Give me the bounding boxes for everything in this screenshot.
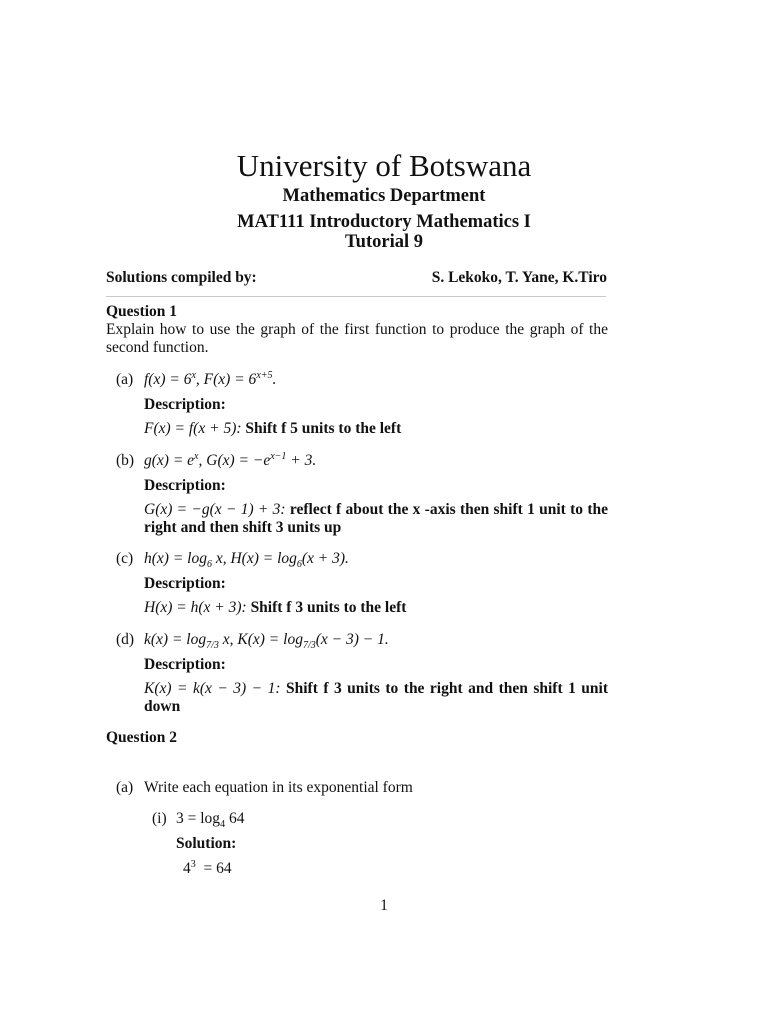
question-1-prompt: Explain how to use the graph of the first function to produce the graph of the second function. (106, 321, 608, 356)
item-c-functions: $h(x) = \log_6 x$, $H(x) = \log_6(x + 3)$. (144, 550, 349, 571)
item-a-description: F(x) = f(x + 5): Shift f 5 units to the left (144, 420, 402, 437)
q2-sub-i-equation: $3 = \log_4 64$ (176, 810, 245, 831)
tutorial-name: Tutorial 9 (345, 232, 423, 252)
header-divider (106, 296, 606, 297)
compiled-by-label: Solutions compiled by: (106, 269, 257, 286)
question-2-heading: Question 2 (106, 729, 178, 746)
q2-part-a-text: Write each equation in its exponential form (144, 779, 413, 796)
item-a-description-heading: Description: (144, 396, 226, 413)
question-1-heading: Question 1 (106, 303, 178, 320)
course-name: MAT111 Introductory Mathematics I (237, 212, 531, 232)
item-d-label: (d) (116, 631, 135, 648)
q2-sub-i-label: (i) (152, 810, 167, 827)
department-name: Mathematics Department (282, 186, 486, 206)
item-c-label: (c) (116, 550, 134, 567)
item-b-label: (b) (116, 452, 135, 469)
university-title: University of Botswana (236, 148, 532, 183)
item-d-description: K(x) = k(x − 3) − 1: Shift f 3 units to the right and then shift 1 unit down (144, 680, 609, 715)
course-title (0, 212, 768, 252)
page-number: 1 (380, 897, 388, 914)
q2-solution-equation: $4^3 = 64$ (183, 858, 232, 877)
item-a-functions: $f(x) = 6^x$, $F(x) = 6^{x+5}$. (144, 369, 277, 388)
item-b-description: G(x) = −g(x − 1) + 3: reflect f about the x -axis then shift 1 unit to the right and then shift 3 units up (144, 501, 608, 536)
q2-solution-heading: Solution: (176, 835, 237, 852)
q2-part-a-label: (a) (116, 779, 134, 796)
item-a-label: (a) (116, 371, 134, 388)
item-b-functions: $g(x) = e^x$, $G(x) = -e^{x-1} + 3$. (144, 450, 317, 469)
item-c-description-heading: Description: (144, 575, 226, 592)
item-d-description-heading: Description: (144, 656, 226, 673)
item-d-functions: $k(x) = \log_{7/3} x$, $K(x) = \log_{7/3}(x - 3) - 1$. (144, 631, 389, 652)
compiled-by-names: S. Lekoko, T. Yane, K.Tiro (431, 269, 607, 286)
item-b-description-heading: Description: (144, 477, 226, 494)
item-c-description: H(x) = h(x + 3): Shift f 3 units to the left (144, 599, 407, 616)
